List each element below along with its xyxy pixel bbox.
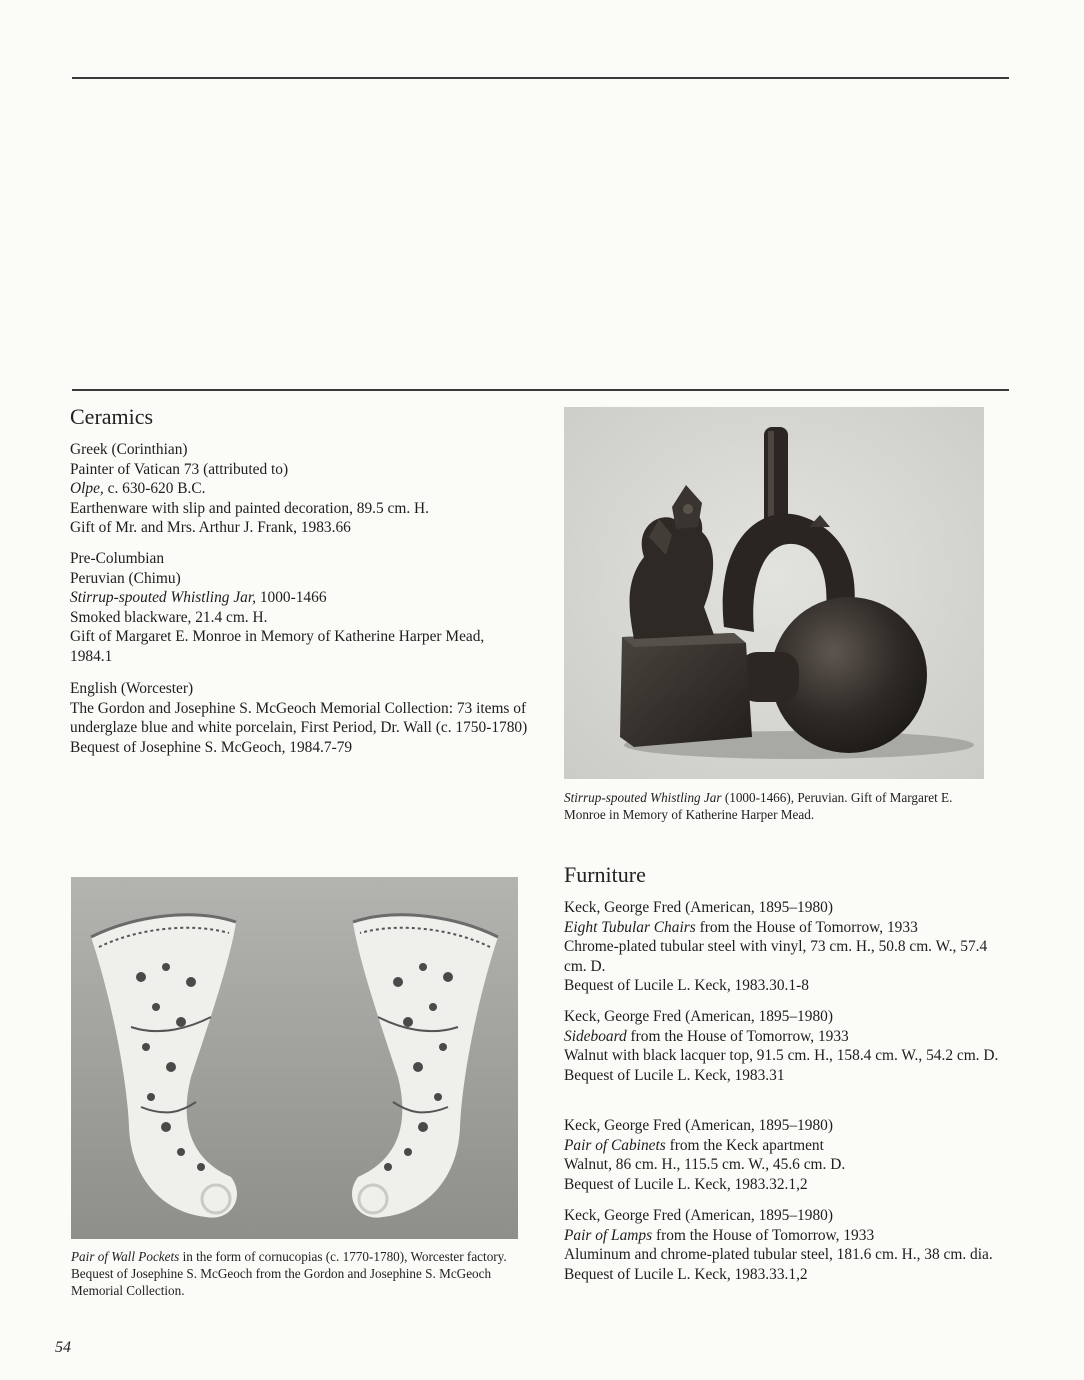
entry-credit: Bequest of Lucile L. Keck, 1983.32.1,2	[564, 1175, 808, 1193]
furniture-heading: Furniture	[564, 862, 646, 887]
wall-pockets-illustration	[71, 877, 518, 1239]
entry-origin: Greek (Corinthian)	[70, 441, 188, 458]
entry-culture: Peruvian (Chimu)	[70, 569, 181, 587]
stirrup-jar-caption	[564, 789, 994, 823]
furniture-entry-lamps	[564, 1206, 1009, 1284]
caption-title: Pair of Wall Pockets	[71, 1249, 180, 1264]
entry-title-rest: from the House of Tomorrow, 1933	[695, 918, 918, 936]
entry-artist: Keck, George Fred (American, 1895–1980)	[564, 1207, 833, 1224]
ceramics-entry-jar	[70, 549, 530, 667]
entry-medium: Aluminum and chrome-plated tubular steel, 181.6 cm. H., 38 cm. dia.	[564, 1246, 993, 1264]
entry-medium: Chrome-plated tubular steel with vinyl, 73 cm. H., 50.8 cm. W., 57.4 cm. D.	[564, 938, 988, 975]
entry-credit: Gift of Mr. and Mrs. Arthur J. Frank, 1983.66	[70, 519, 351, 537]
entry-title-rest: from the Keck apartment	[665, 1136, 824, 1154]
wall-pockets-caption	[71, 1248, 521, 1299]
entry-title-italic: Olpe,	[70, 480, 104, 498]
entry-title-italic: Pair of Cabinets	[564, 1136, 666, 1154]
entry-title	[564, 1027, 1009, 1047]
entry-credit: Bequest of Lucile L. Keck, 1983.33.1,2	[564, 1265, 808, 1283]
caption-title: Stirrup-spouted Whistling Jar	[564, 790, 722, 805]
entry-origin: Pre-Columbian	[70, 550, 165, 567]
section-rule	[72, 389, 1009, 391]
entry-origin: English (Worcester)	[70, 680, 194, 697]
entry-title-date: 1000-1466	[255, 589, 327, 607]
stirrup-jar-illustration	[564, 407, 984, 779]
caption-text: (1000-1466), Peruvian. Gift of Margaret E. Monroe in Memory of Katherine Harper Mead.	[564, 790, 953, 822]
entry-title	[564, 918, 1009, 938]
entry-artist: Keck, George Fred (American, 1895–1980)	[564, 1008, 833, 1025]
entry-title	[564, 1226, 1009, 1246]
ceramics-entry-worcester	[70, 679, 530, 757]
furniture-entry-cabinets	[564, 1116, 1009, 1194]
ceramics-entry-olpe	[70, 440, 530, 538]
entry-title-rest: from the House of Tomorrow, 1933	[626, 1027, 849, 1045]
entry-title	[70, 588, 530, 608]
entry-title	[564, 1136, 1009, 1156]
page-number: 54	[55, 1339, 71, 1356]
caption-text: in the form of cornucopias (c. 1770-1780), Worcester factory. Bequest of Josephine S. McGeoch from the Gordon and Josephine S. McGeoch Memorial Collection.	[71, 1249, 507, 1298]
top-rule	[72, 77, 1009, 79]
entry-medium: Smoked blackware, 21.4 cm. H.	[70, 608, 268, 626]
entry-artist: Keck, George Fred (American, 1895–1980)	[564, 899, 833, 916]
entry-title-italic: Stirrup-spouted Whistling Jar,	[70, 589, 256, 607]
entry-credit: Bequest of Lucile L. Keck, 1983.30.1-8	[564, 977, 809, 995]
entry-credit: Gift of Margaret E. Monroe in Memory of Katherine Harper Mead, 1984.1	[70, 628, 485, 665]
entry-title-italic: Sideboard	[564, 1027, 627, 1045]
entry-medium: Walnut, 86 cm. H., 115.5 cm. W., 45.6 cm. D.	[564, 1156, 846, 1174]
entry-title	[70, 479, 530, 499]
entry-credit: Bequest of Lucile L. Keck, 1983.31	[564, 1066, 785, 1084]
entry-credit: Bequest of Josephine S. McGeoch, 1984.7-79	[70, 738, 353, 756]
entry-title-italic: Pair of Lamps	[564, 1226, 653, 1244]
entry-artist: Painter of Vatican 73 (attributed to)	[70, 460, 289, 478]
furniture-entry-sideboard	[564, 1007, 1009, 1085]
stirrup-jar-photo	[564, 407, 984, 779]
ceramics-heading: Ceramics	[70, 404, 154, 429]
entry-medium: Earthenware with slip and painted decoration, 89.5 cm. H.	[70, 499, 430, 517]
entry-medium: Walnut with black lacquer top, 91.5 cm. H., 158.4 cm. W., 54.2 cm. D.	[564, 1047, 999, 1065]
entry-title-date: c. 630-620 B.C.	[103, 480, 206, 498]
entry-title-italic: Eight Tubular Chairs	[564, 918, 696, 936]
entry-artist: Keck, George Fred (American, 1895–1980)	[564, 1117, 833, 1134]
wall-pockets-photo	[71, 877, 518, 1239]
entry-title-rest: from the House of Tomorrow, 1933	[652, 1226, 875, 1244]
entry-description: The Gordon and Josephine S. McGeoch Memorial Collection: 73 items of underglaze blue and white porcelain, First Period, Dr. Wall (c. 1750-1780)	[70, 699, 528, 737]
furniture-entry-chairs	[564, 898, 1009, 996]
